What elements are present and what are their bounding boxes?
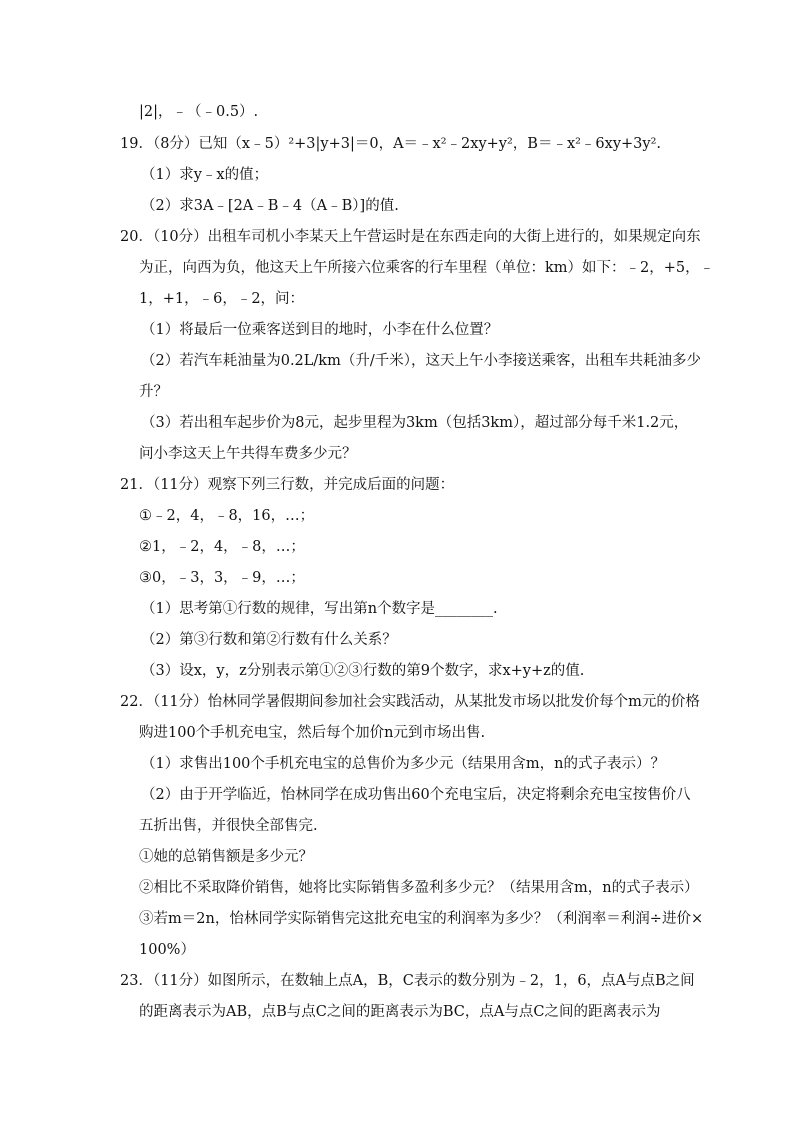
text-line: （2）求3A﹣[2A﹣B﹣4（A﹣B）]的值.	[141, 198, 399, 214]
text-line: ①她的总销售额是多少元？	[139, 849, 313, 865]
text-line: （2）第③行数和第②行数有什么关系？	[141, 632, 397, 648]
text-line: 为正，向西为负，他这天上午所接六位乘客的行车里程（单位：km）如下：﹣2，+5，﹣	[139, 260, 715, 276]
text-line: ③0，﹣3，3，﹣9，…；	[139, 570, 305, 586]
text-line: 升？	[139, 384, 168, 400]
text-line: 的距离表示为AB，点B与点C之间的距离表示为BC，点A与点C之间的距离表示为	[139, 1004, 661, 1020]
text-line: ①﹣2，4，﹣8，16，…；	[139, 508, 315, 524]
text-line: （3）若出租车起步价为8元，起步里程为3km（包括3km），超过部分每千米1.2元，	[141, 415, 689, 431]
text-line: （1）求售出100个手机充电宝的总售价为多少元（结果用含m，n的式子表示）？	[141, 756, 665, 772]
question-23-heading: 23．（11分）如图所示，在数轴上点A，B，C表示的数分别为﹣2，1，6，点A与点B之间	[120, 973, 695, 989]
text-line: ③若m＝2n，怡林同学实际销售完这批充电宝的利润率为多少？（利润率＝利润÷进价×	[139, 911, 704, 927]
text-line: （1）将最后一位乘客送到目的地时，小李在什么位置？	[141, 322, 499, 338]
text-line: 1，+1，﹣6，﹣2，问：	[139, 291, 305, 307]
question-20-heading: 20．（10分）出租车司机小李某天上午营运时是在东西走向的大街上进行的，如果规定向东	[120, 229, 701, 245]
text-line: （3）设x，y，z分别表示第①②③行数的第9个数字，求x+y+z的值.	[141, 663, 585, 679]
text-line: （2）由于开学临近，怡林同学在成功售出60个充电宝后，决定将剩余充电宝按售价八	[141, 787, 691, 803]
text-line: |2|，﹣（﹣0.5）.	[139, 104, 259, 120]
question-22-heading: 22．（11分）怡林同学暑假期间参加社会实践活动，从某批发市场以批发价每个m元的价格	[120, 694, 700, 710]
text-line: （2）若汽车耗油量为0.2L/km（升/千米），这天上午小李接送乘客，出租车共耗油多少	[141, 353, 701, 369]
text-line: ②1，﹣2，4，﹣8，…；	[139, 539, 305, 555]
text-line: （1）求y﹣x的值；	[141, 167, 269, 183]
text-line: 五折出售，并很快全部售完.	[139, 818, 318, 834]
text-line: 100%）	[139, 942, 195, 958]
question-21-heading: 21．（11分）观察下列三行数，并完成后面的问题：	[120, 477, 455, 493]
text-line: （1）思考第①行数的规律，写出第n个数字是________.	[141, 601, 498, 617]
question-19-heading: 19．（8分）已知（x﹣5）²+3|y+3|＝0，A＝﹣x²﹣2xy+y²，B＝﹣x²﹣6xy+3y².	[120, 136, 662, 152]
text-line: 问小李这天上午共得车费多少元？	[139, 446, 357, 462]
text-line: ②相比不采取降价销售，她将比实际销售多盈利多少元？（结果用含m，n的式子表示）	[139, 880, 699, 896]
text-line: 购进100个手机充电宝，然后每个加价n元到市场出售.	[139, 725, 486, 741]
